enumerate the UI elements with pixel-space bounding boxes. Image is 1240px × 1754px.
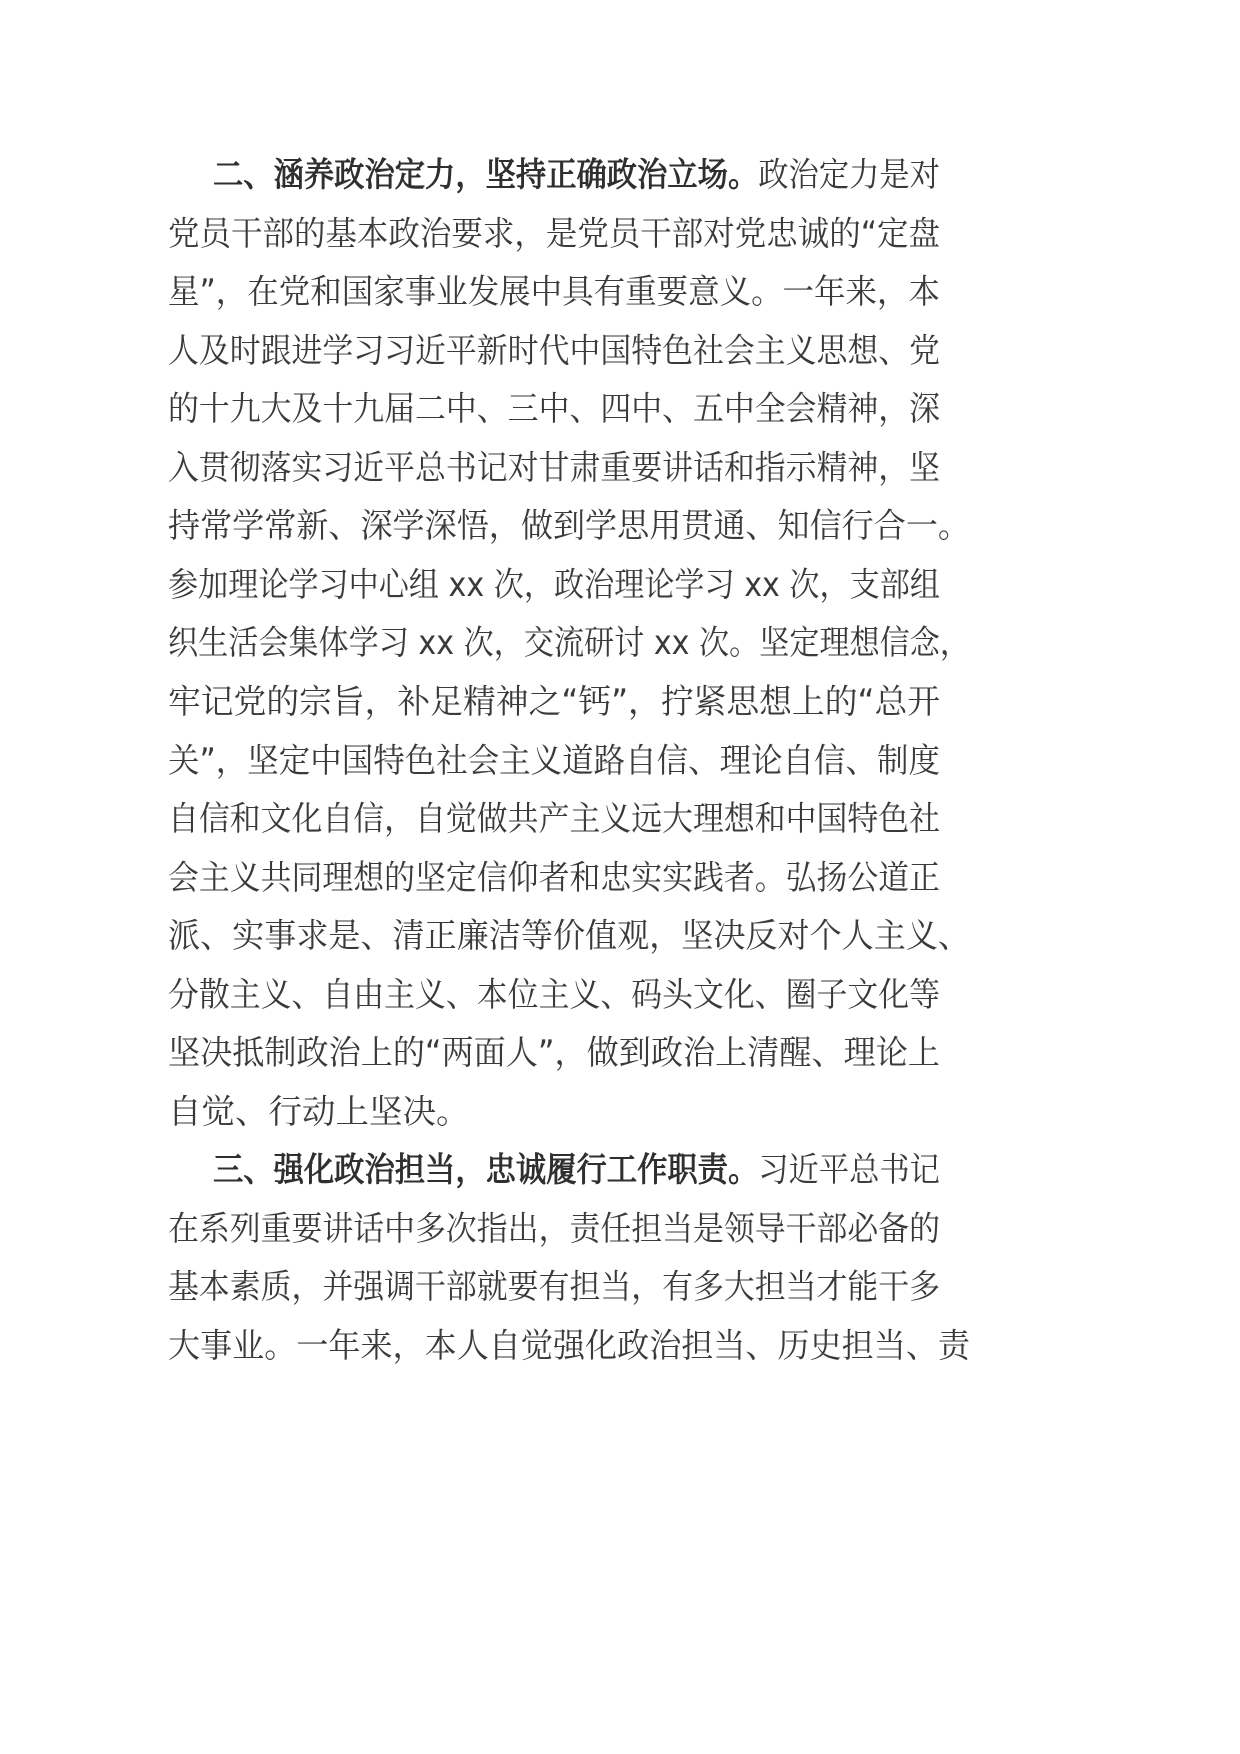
line-text: [168, 611, 970, 676]
line-text: [168, 670, 940, 735]
paragraph-line: [0, 729, 1240, 794]
paragraph-text: 自信和文化自信，自觉做共产主义远大理想和中国特色社: [168, 799, 941, 839]
line-text: [168, 494, 970, 559]
line-text: [168, 553, 940, 618]
line-text: [168, 202, 940, 267]
paragraph-line: [0, 319, 1240, 384]
paragraph-line: [0, 1197, 1240, 1262]
paragraph-text: 基本素质，并强调干部就要有担当，有多大担当才能干多: [168, 1267, 941, 1307]
paragraph-line: [0, 963, 1240, 1028]
paragraph-text: 牢记党的宗旨，补足精神之“钙”，拧紧思想上的“总开: [168, 681, 941, 721]
line-text: [168, 1255, 940, 1320]
paragraph-text: 分散主义、自由主义、本位主义、码头文化、圈子文化等: [168, 974, 941, 1014]
paragraph-text: 党员干部的基本政治要求，是党员干部对党忠诚的“定盘: [168, 213, 940, 253]
paragraph-text: 参加理论学习中心组 xx 次，政治理论学习 xx 次，支部组: [168, 564, 940, 604]
paragraph-line: [0, 1255, 1240, 1320]
paragraph-line: [0, 202, 1240, 267]
line-text: [168, 1080, 470, 1145]
paragraph-line: [0, 670, 1240, 735]
line-text: [213, 1138, 940, 1203]
paragraph-line: [0, 611, 1240, 676]
paragraph-text: 星”，在党和国家事业发展中具有重要意义。一年来，本: [168, 272, 940, 312]
line-text: [168, 963, 940, 1028]
paragraph-text: 在系列重要讲话中多次指出，责任担当是领导干部必备的: [168, 1208, 941, 1248]
paragraph-text: 的十九大及十九届二中、三中、四中、五中全会精神，深: [168, 389, 941, 429]
paragraph-text: 织生活会集体学习 xx 次，交流研讨 xx 次。坚定理想信念，: [168, 623, 971, 663]
paragraph-heading: 二、涵养政治定力，坚持正确政治立场。: [213, 155, 759, 194]
line-text: [168, 1197, 940, 1262]
line-text: [168, 1314, 970, 1379]
paragraph-line: [0, 1021, 1240, 1086]
paragraph-text: 自觉、行动上坚决。: [168, 1091, 470, 1131]
line-text: [168, 260, 940, 325]
paragraph-line: [0, 494, 1240, 559]
line-text: [168, 319, 940, 384]
paragraph-line: [0, 787, 1240, 852]
line-text: [168, 904, 970, 969]
paragraph-line: [0, 1314, 1240, 1379]
paragraph-text: 会主义共同理想的坚定信仰者和忠实实践者。弘扬公道正: [168, 857, 941, 897]
paragraph-line: [0, 377, 1240, 442]
paragraph-line: [0, 904, 1240, 969]
paragraph-text: 人及时跟进学习习近平新时代中国特色社会主义思想、党: [168, 330, 941, 370]
line-text: [168, 377, 940, 442]
paragraph-text: 政治定力是对: [758, 155, 940, 194]
paragraph-line: [0, 553, 1240, 618]
paragraph-line: [0, 1080, 1240, 1145]
paragraph-line: [0, 1138, 1240, 1203]
paragraph-line: [0, 436, 1240, 501]
line-text: [168, 846, 940, 911]
line-text: [168, 436, 940, 501]
line-text: [213, 143, 940, 208]
paragraph-text: 习近平总书记: [758, 1150, 940, 1190]
paragraph-text: 入贯彻落实习近平总书记对甘肃重要讲话和指示精神，坚: [168, 447, 941, 487]
paragraph-text: 派、实事求是、清正廉洁等价值观，坚决反对个人主义、: [168, 916, 970, 956]
paragraph-text: 坚决抵制政治上的“两面人”，做到政治上清醒、理论上: [168, 1033, 940, 1073]
paragraph-text: 大事业。一年来，本人自觉强化政治担当、历史担当、责: [168, 1326, 970, 1365]
paragraph-line: [0, 846, 1240, 911]
line-text: [168, 1021, 940, 1086]
paragraph-text: 持常学常新、深学深悟，做到学思用贯通、知信行合一。: [168, 506, 970, 546]
line-text: [168, 729, 940, 794]
paragraph-line: [0, 260, 1240, 325]
paragraph-line: [0, 143, 1240, 208]
line-text: [168, 787, 940, 852]
paragraph-text: 关”，坚定中国特色社会主义道路自信、理论自信、制度: [168, 740, 940, 780]
paragraph-heading: 三、强化政治担当，忠诚履行工作职责。: [213, 1150, 759, 1190]
